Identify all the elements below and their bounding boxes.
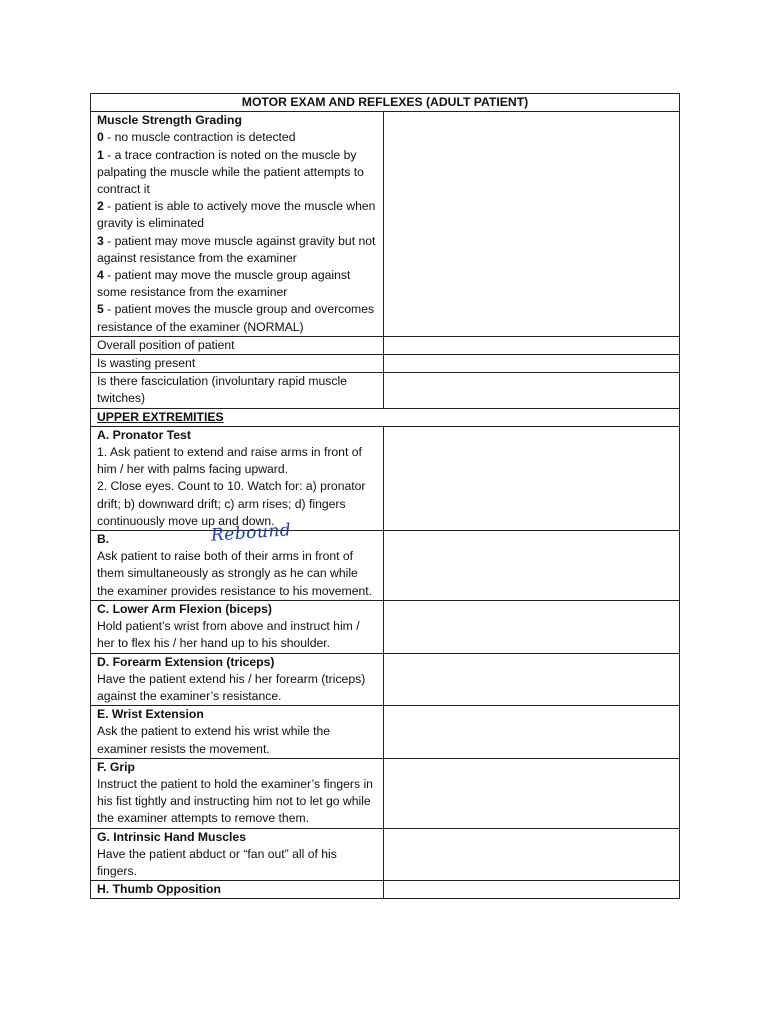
test-cell bbox=[91, 600, 384, 653]
test-heading: G. Intrinsic Hand Muscles bbox=[97, 829, 246, 844]
test-row-h bbox=[91, 881, 680, 899]
row-value-cell[interactable] bbox=[384, 373, 680, 408]
grade-4: 4 - patient may move the muscle group against some resistance from the examiner bbox=[97, 268, 351, 300]
grading-notes-cell[interactable] bbox=[384, 112, 680, 337]
test-instruction: 2. Close eyes. Count to 10. Watch for: a) pronator drift; b) downward drift; c) arm rises; d) fingers continuously move up and down. bbox=[97, 479, 366, 528]
table-row bbox=[91, 336, 680, 354]
grading-heading: Muscle Strength Grading bbox=[97, 113, 242, 128]
test-cell bbox=[91, 653, 384, 706]
row-value-cell[interactable] bbox=[384, 355, 680, 373]
test-notes-cell[interactable] bbox=[384, 706, 680, 759]
test-cell bbox=[91, 426, 384, 530]
test-heading: H. Thumb Opposition bbox=[97, 882, 221, 897]
grade-2: 2 - patient is able to actively move the muscle when gravity is eliminated bbox=[97, 199, 376, 231]
test-instruction: Hold patient’s wrist from above and instruct him / her to flex his / her hand up to his shoulder. bbox=[97, 619, 360, 651]
test-notes-cell[interactable] bbox=[384, 828, 680, 881]
section-heading-upper-extremities: UPPER EXTREMITIES bbox=[91, 408, 680, 426]
test-cell bbox=[91, 881, 384, 899]
test-cell bbox=[91, 758, 384, 828]
grading-cell bbox=[91, 112, 384, 337]
test-row-f bbox=[91, 758, 680, 828]
test-cell bbox=[91, 706, 384, 759]
test-instruction: Ask patient to raise both of their arms in front of them simultaneously as strongly as he can while the examiner provides resistance to his movement. bbox=[97, 549, 373, 598]
test-row-c bbox=[91, 600, 680, 653]
row-value-cell[interactable] bbox=[384, 336, 680, 354]
test-notes-cell[interactable] bbox=[384, 653, 680, 706]
test-heading: C. Lower Arm Flexion (biceps) bbox=[97, 601, 272, 616]
test-instruction: Instruct the patient to hold the examiner’s fingers in his fist tightly and instructing him not to let go while the examiner attempts to remove them. bbox=[97, 776, 373, 826]
grade-0: 0 - no muscle contraction is detected bbox=[97, 130, 296, 145]
grade-5: 5 - patient moves the muscle group and overcomes resistance of the examiner (NORMAL) bbox=[97, 302, 375, 334]
test-heading: E. Wrist Extension bbox=[97, 707, 204, 722]
test-row-g bbox=[91, 828, 680, 881]
grading-row bbox=[91, 112, 680, 337]
table-row bbox=[91, 355, 680, 373]
row-label: Overall position of patient bbox=[91, 336, 384, 354]
test-row-a bbox=[91, 426, 680, 530]
handwritten-annotation: Rebound bbox=[210, 520, 292, 546]
row-label: Is wasting present bbox=[91, 355, 384, 373]
test-row-d bbox=[91, 653, 680, 706]
table-title: MOTOR EXAM AND REFLEXES (ADULT PATIENT) bbox=[91, 94, 680, 112]
test-instruction: Have the patient abduct or “fan out” all of his fingers. bbox=[97, 846, 337, 878]
grade-1: 1 - a trace contraction is noted on the muscle by palpating the muscle while the patient attempts to contract it bbox=[97, 147, 364, 197]
title-row bbox=[91, 94, 680, 112]
test-heading: A. Pronator Test bbox=[97, 427, 191, 442]
test-notes-cell[interactable] bbox=[384, 758, 680, 828]
test-notes-cell[interactable] bbox=[384, 426, 680, 530]
test-cell bbox=[91, 520, 384, 601]
grade-3: 3 - patient may move muscle against gravity but not against resistance from the examiner bbox=[97, 233, 376, 265]
test-notes-cell[interactable] bbox=[384, 600, 680, 653]
test-heading: B. bbox=[97, 532, 110, 547]
test-row-e bbox=[91, 706, 680, 759]
row-label: Is there fasciculation (involuntary rapid muscle twitches) bbox=[91, 373, 384, 408]
test-notes-cell[interactable] bbox=[384, 531, 680, 601]
test-instruction: 1. Ask patient to extend and raise arms in front of him / her with palms facing upward. bbox=[97, 445, 362, 477]
section-row bbox=[91, 408, 680, 426]
test-cell bbox=[91, 828, 384, 881]
motor-exam-table bbox=[90, 93, 680, 899]
test-notes-cell[interactable] bbox=[384, 881, 680, 899]
table-row bbox=[91, 373, 680, 408]
test-instruction: Have the patient extend his / her forearm (triceps) against the examiner’s resistance. bbox=[97, 671, 366, 703]
test-heading: F. Grip bbox=[97, 759, 135, 774]
test-row-b bbox=[91, 531, 680, 601]
test-heading: D. Forearm Extension (triceps) bbox=[97, 654, 275, 669]
test-instruction: Ask the patient to extend his wrist while the examiner resists the movement. bbox=[97, 724, 331, 756]
